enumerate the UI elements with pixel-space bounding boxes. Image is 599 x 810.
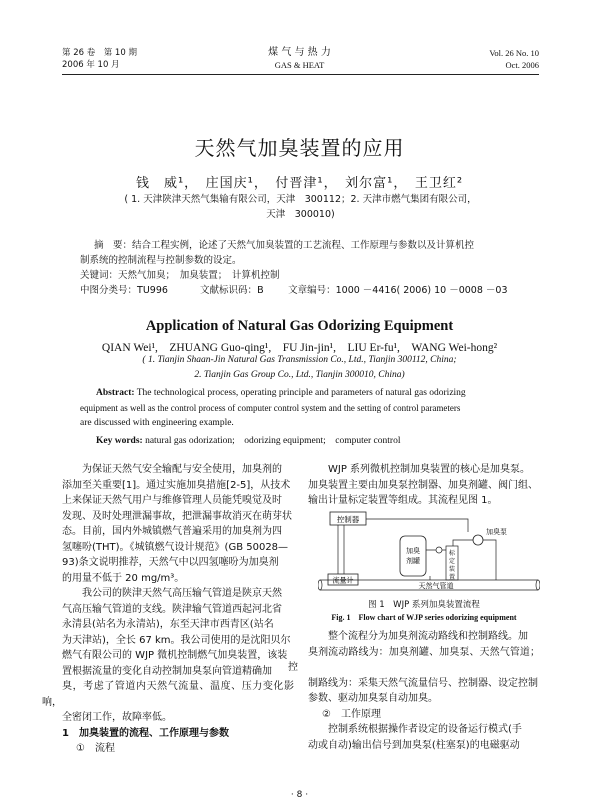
affiliation-cn — [62, 192, 539, 222]
abstract-en-line2: equipment as well as the control process of computer control system and the setting of control parameters — [80, 403, 461, 413]
abstract-en-line1: The technological process, operating principle and parameters of natural gas odorizing — [136, 388, 466, 398]
text-line: 臭剂流动路线为：加臭剂罐、加臭泵、天然气管道；控 — [288, 646, 540, 673]
paragraph-routes — [288, 629, 540, 707]
clc-value: TU996 — [137, 285, 168, 296]
text-line: 的用量不低于 20 mg/m³。 — [62, 572, 185, 584]
subsection-flow: ① 流程 — [76, 743, 115, 754]
paragraph-core — [308, 462, 540, 509]
affiliation-en-line1: ( 1. Tianjin Shaan-Jin Natural Gas Transmission Co., Ltd., Tianjin 300112, China; — [142, 355, 457, 365]
abstract-cn — [80, 238, 520, 298]
title-en: Application of Natural Gas Odorizing Equipment — [145, 318, 454, 334]
journal-date: 2006 年 10 月 — [62, 60, 120, 70]
controller-label: 控制器 — [336, 515, 360, 524]
authors-en: QIAN Wei¹, ZHUANG Guo-qing¹, FU Jin-jin¹, LIU Er-fu¹, WANG Wei-hong² — [101, 342, 498, 354]
section-heading-1: 1 加臭装置的流程、工作原理与参数 — [62, 727, 229, 739]
journal-volume-en: Vol. 26 No. 10 — [489, 48, 539, 58]
authors-cn: 钱 威¹， 庄国庆¹， 付晋津¹， 刘尔富¹， 王卫红² — [135, 176, 464, 191]
subsection-principle: ② 工作原理 — [322, 708, 381, 720]
page-number: · 8 · — [290, 790, 309, 800]
abstract-en — [80, 386, 520, 449]
tank-label-1: 加臭 — [406, 547, 420, 555]
page-title: 天然气加臭装置的应用 — [194, 136, 405, 160]
journal-volume: 第 26 卷 第 10 期 — [62, 48, 137, 58]
affiliation-cn-line1: ( 1. 天津陕津天然气集输有限公司，天津 300112；2. 天津市燃气集团有限公司， — [124, 194, 477, 205]
text-line: 添加至关重要[1]。通过实施加臭措施[2-5]，从技术 — [62, 479, 291, 491]
header-rule — [62, 74, 539, 75]
text-line: WJP 系列微机控制加臭装置的核心是加臭泵。 — [328, 464, 531, 475]
abstract-cn-label: 摘 要： — [94, 240, 133, 251]
text-line: 93)条文说明推荐，天然气中以四氢噻吩为加臭剂 — [62, 557, 279, 568]
clc-label: 中图分类号： — [80, 285, 138, 296]
text-line: 加臭装置主要由加臭泵控制器、加臭剂罐、阀门组、 — [308, 479, 538, 491]
abstract-cn-text1: 结合工程实例，论述了天然气加臭装置的工艺流程、工作原理与参数以及计算机控 — [132, 240, 475, 251]
journal-name-en: GAS & HEAT — [274, 60, 325, 70]
article-no-value: 1000 －4416( 2006) 10 －0008 －03 — [335, 285, 508, 296]
affiliation-en-line2: 2. Tianjin Gas Group Co., Ltd., Tianjin 300010, China) — [194, 370, 405, 380]
keywords-cn-label: 关键词： — [80, 270, 119, 281]
text-line: 控制系统根据操作者设定的设备运行模式(手 — [328, 724, 522, 735]
text-line: 全密闭工作，故障率低。 — [62, 712, 172, 723]
text-line: 上来保证天然气用户与维修管理人员能凭嗅觉及时 — [62, 495, 282, 506]
pump-icon — [473, 535, 483, 545]
text-line: 动或自动)输出信号到加臭泵(柱塞泵)的电磁驱动 — [308, 739, 520, 751]
text-line: 燃气有限公司的 WJP 微机控制燃气加臭装置，该装 — [62, 650, 288, 661]
left-column — [42, 462, 294, 757]
paragraph-company — [42, 586, 294, 726]
keywords-en-label: Key words: — [96, 436, 143, 446]
text-line: 永清县(站名为永清站)，东至天津市西青区(站名 — [62, 619, 274, 630]
text-line: 气高压输气管道的支线。陕津输气管道西起河北省 — [62, 603, 282, 615]
calib-char-2: 定 — [448, 558, 456, 565]
affiliation-en — [0, 353, 599, 383]
text-line: 输出计量标定装置等组成。其流程见图 1。 — [308, 495, 498, 506]
journal-date-en: Oct. 2006 — [505, 60, 539, 70]
paragraph-control — [308, 722, 540, 753]
text-line: 置根据流量的变化自动控制加臭泵向管道精确加 — [62, 665, 272, 677]
abstract-en-line3: are discussed with engineering example. — [80, 418, 234, 428]
article-no-label: 文章编号： — [288, 285, 336, 296]
calib-char-3: 装 — [448, 566, 456, 573]
paragraph-intro — [62, 462, 294, 586]
flow-chart-figure — [318, 510, 540, 595]
journal-name-cn: 煤 气 与 热 力 — [268, 47, 331, 58]
text-line: 臭，考虑了管道内天然气流量、温度、压力变化影响， — [42, 681, 294, 708]
figure-caption-cn: 图 1 WJP 系列加臭装置流程 — [368, 600, 480, 610]
valve-icon — [436, 547, 442, 553]
text-line: 我公司的陕津天然气高压输气管道是陕京天然 — [82, 588, 282, 599]
figure-caption-en: Fig. 1 Flow chart of WJP series odorizing equipment — [331, 613, 517, 622]
header-volume-en — [489, 47, 539, 71]
right-column — [308, 462, 540, 509]
calib-char-4: 置 — [448, 574, 456, 581]
odorant-tank — [400, 536, 426, 576]
text-line: 整个流程分为加臭剂流动路线和控制路线。加 — [328, 631, 528, 642]
text-line: 氢噻吩(THT)。《城镇燃气设计规范》(GB 50028— — [62, 541, 289, 553]
doc-code-label: 文献标识码： — [200, 285, 258, 296]
keywords-en: natural gas odorization; odorizing equipment; computer control — [145, 436, 401, 446]
flowmeter-label: 流量计 — [332, 576, 354, 585]
right-column-lower — [288, 629, 540, 753]
text-line: 发现、及时处理泄漏事故，把泄漏事故消灭在萌芽状 — [62, 510, 292, 522]
doc-code-value: B — [257, 285, 264, 296]
pipeline-label: 天然气管道 — [418, 582, 454, 590]
tank-label-2: 剂罐 — [406, 557, 420, 565]
pump-label: 加臭泵 — [486, 528, 507, 536]
abstract-cn-text2: 制系统的控制流程与控制参数的设定。 — [80, 255, 242, 266]
abstract-en-label: Abstract: — [96, 388, 135, 398]
text-line: 为保证天然气安全输配与安全使用，加臭剂的 — [82, 464, 282, 475]
text-line: 为天津站)，全长 67 km。我公司使用的是沈阳贝尔 — [62, 634, 291, 646]
text-line: 参数、驱动加臭泵自动加臭。 — [308, 693, 438, 704]
keywords-cn: 天然气加臭； 加臭装置； 计算机控制 — [118, 270, 280, 281]
text-line: 制路线为：采集天然气流量信号、控制器、设定控制 — [308, 677, 538, 689]
text-line: 态。目前，国内外城镇燃气普遍采用的加臭剂为四 — [62, 526, 282, 537]
affiliation-cn-line2: 天津 300010) — [266, 209, 335, 220]
calib-char-1: 标 — [448, 550, 456, 557]
